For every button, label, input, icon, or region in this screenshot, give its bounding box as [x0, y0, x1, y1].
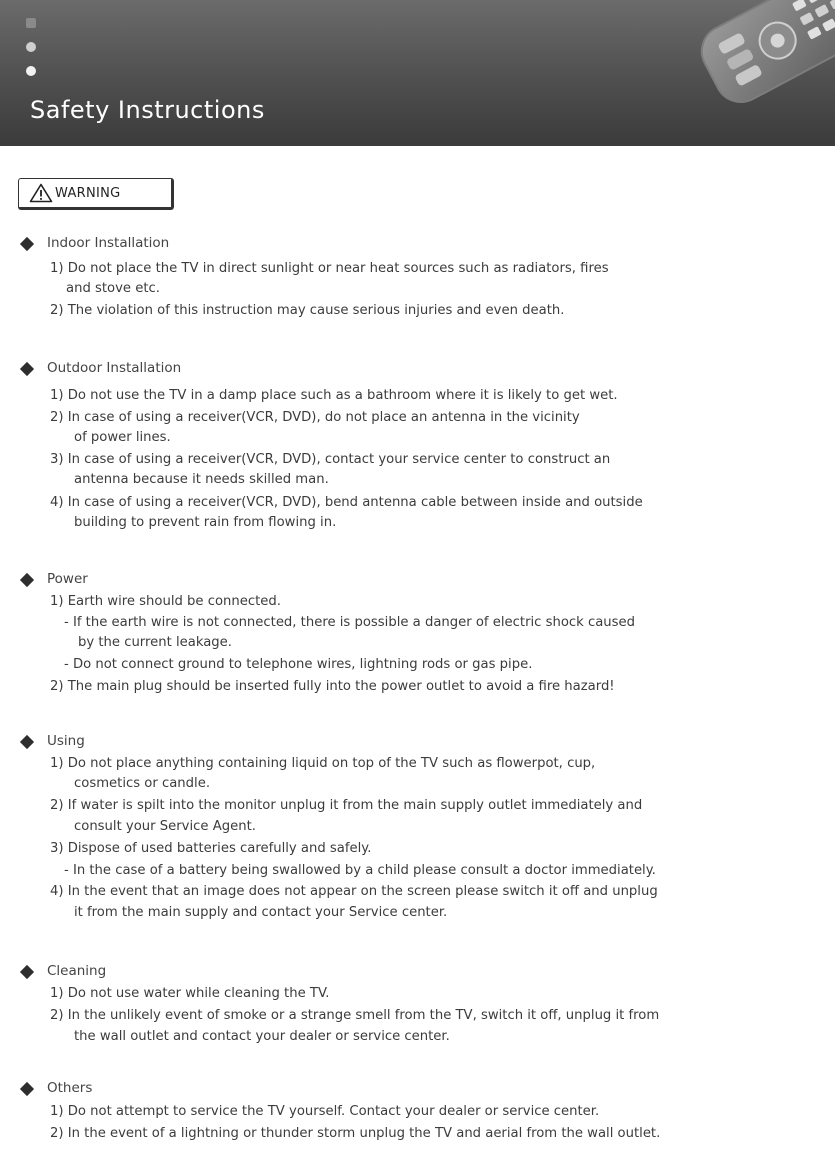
- warning-badge: [18, 178, 174, 210]
- instruction-line: 2) If water is spilt into the monitor unplug it from the main supply outlet immediately and: [50, 798, 643, 813]
- instruction-line: antenna because it needs skilled man.: [74, 472, 329, 487]
- instruction-line: 4) In case of using a receiver(VCR, DVD), bend antenna cable between inside and outside: [50, 495, 643, 510]
- section-power: [0, 571, 835, 694]
- instruction-line: 3) In case of using a receiver(VCR, DVD), contact your service center to construct an: [50, 452, 611, 467]
- instruction-line: of power lines.: [74, 430, 171, 445]
- instruction-line: 3) Dispose of used batteries carefully and safely.: [50, 841, 372, 856]
- instruction-line: - In the case of a battery being swallowed by a child please consult a doctor immediately.: [64, 863, 656, 878]
- instruction-line: 2) In case of using a receiver(VCR, DVD), do not place an antenna in the vicinity: [50, 410, 580, 425]
- instruction-line: - Do not connect ground to telephone wires, lightning rods or gas pipe.: [64, 657, 533, 672]
- instruction-line: - If the earth wire is not connected, there is possible a danger of electric shock caused: [64, 615, 636, 630]
- instruction-line: by the current leakage.: [78, 635, 232, 650]
- instruction-line: 1) Do not attempt to service the TV yourself. Contact your dealer or service center.: [50, 1104, 600, 1119]
- diamond-bullet-icon: [20, 362, 34, 376]
- remote-control-icon: [685, 0, 835, 120]
- warning-triangle-icon: [29, 183, 53, 203]
- section-title: Using: [47, 733, 85, 749]
- diamond-bullet-icon: [20, 573, 34, 587]
- diamond-bullet-icon: [20, 1082, 34, 1096]
- instruction-line: 4) In the event that an image does not appear on the screen please switch it off and unplug: [50, 884, 658, 899]
- instruction-line: 1) Earth wire should be connected.: [50, 594, 281, 609]
- instruction-line: 2) In the unlikely event of smoke or a strange smell from the TV, switch it off, unplug it from: [50, 1008, 660, 1023]
- instruction-line: 1) Do not use water while cleaning the TV.: [50, 986, 330, 1001]
- instruction-line: building to prevent rain from flowing in.: [74, 515, 337, 530]
- section-title: Others: [47, 1080, 93, 1096]
- instruction-line: 1) Do not place anything containing liquid on top of the TV such as flowerpot, cup,: [50, 756, 596, 771]
- instruction-line: 2) The main plug should be inserted fully into the power outlet to avoid a fire hazard!: [50, 679, 615, 694]
- section-title: Indoor Installation: [47, 235, 170, 251]
- section-title: Cleaning: [47, 963, 107, 979]
- section-title: Power: [47, 571, 88, 587]
- instruction-line: 1) Do not place the TV in direct sunlight or near heat sources such as radiators, fires: [50, 261, 609, 276]
- instruction-line: 1) Do not use the TV in a damp place such as a bathroom where it is likely to get wet.: [50, 388, 618, 403]
- instruction-line: 2) The violation of this instruction may cause serious injuries and even death.: [50, 303, 565, 318]
- section-outdoor-installation: [0, 360, 835, 530]
- instruction-line: 2) In the event of a lightning or thunder storm unplug the TV and aerial from the wall outlet.: [50, 1126, 661, 1141]
- diamond-bullet-icon: [20, 735, 34, 749]
- diamond-bullet-icon: [20, 237, 34, 251]
- diamond-bullet-icon: [20, 965, 34, 979]
- warning-label: WARNING: [55, 185, 121, 201]
- section-title: Outdoor Installation: [47, 360, 182, 376]
- instruction-line: the wall outlet and contact your dealer or service center.: [74, 1029, 450, 1044]
- instruction-line: and stove etc.: [66, 281, 160, 296]
- section-using: [0, 733, 835, 920]
- instruction-line: consult your Service Agent.: [74, 819, 256, 834]
- banner-dot: [26, 18, 36, 28]
- banner-dot: [26, 66, 36, 76]
- header-banner: [0, 0, 835, 146]
- banner-dot: [26, 42, 36, 52]
- page-title: Safety Instructions: [30, 96, 265, 124]
- section-cleaning: [0, 963, 835, 1044]
- instruction-line: it from the main supply and contact your Service center.: [74, 905, 448, 920]
- section-indoor-installation: [0, 235, 835, 318]
- instruction-line: cosmetics or candle.: [74, 776, 211, 791]
- section-others: [0, 1080, 835, 1141]
